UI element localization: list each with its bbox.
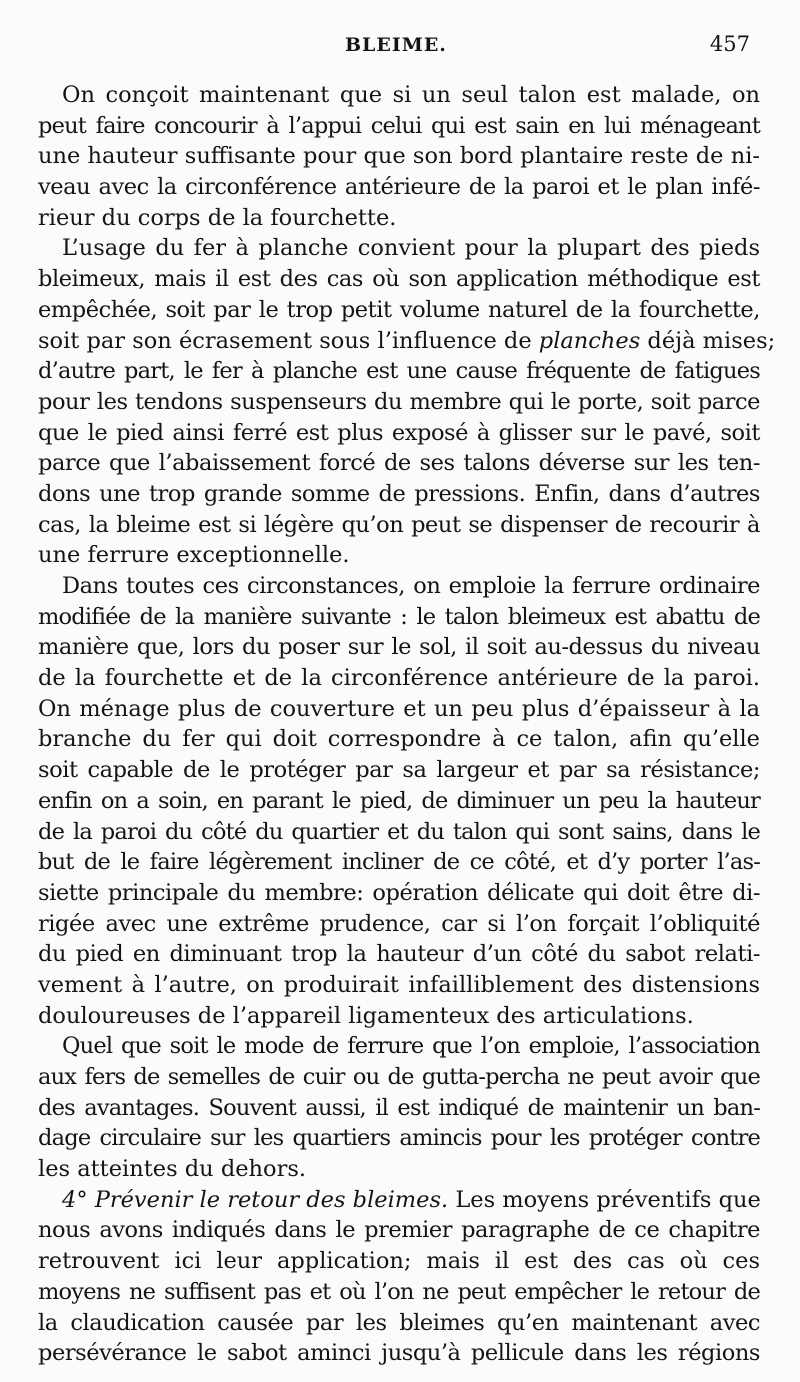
text-line: de la fourchette et de la circonférence antérieure de la paroi. <box>38 665 760 692</box>
text-line: persévérance le sabot aminci jusqu’à pellicule dans les régions <box>38 1340 760 1367</box>
text-line: vement à l’autre, on produirait infailliblement des distensions <box>38 971 760 998</box>
text-line: dage circulaire sur les quartiers amincis pour les protéger contre <box>38 1125 760 1152</box>
text-line: parce que l’abaissement forcé de ses talons déverse sur les ten- <box>38 450 760 477</box>
text-line: rigée avec une extrême prudence, car si l’on forçait l’obliquité <box>38 910 760 937</box>
text-line: Dans toutes ces circonstances, on emploie la ferrure ordinaire <box>62 573 760 599</box>
text-line-with-italic <box>38 326 776 357</box>
text-line: modifiée de la manière suivante : le talon bleimeux est abattu de <box>38 603 760 630</box>
text-segment: déjà mises; <box>647 327 776 354</box>
running-header <box>0 30 800 60</box>
text-line: bleimeux, mais il est des cas où son application méthodique est <box>38 266 760 293</box>
text-line: retrouvent ici leur application; mais il est des cas où ces <box>38 1248 760 1275</box>
text-line: dons une trop grande somme de pressions. Enfin, dans d’autres <box>38 480 760 507</box>
text-line: une ferrure exceptionnelle. <box>38 542 350 569</box>
text-line: enfin on a soin, en parant le pied, de diminuer un peu la hauteur <box>38 787 760 814</box>
text-line: siette principale du membre: opération délicate qui doit être di- <box>38 879 760 906</box>
text-line: soit capable de le protéger par sa largeur et par sa résistance; <box>38 757 760 784</box>
text-line: du pied en diminuant trop la hauteur d’un côté du sabot relati- <box>38 941 760 968</box>
text-line-with-italic <box>38 1185 760 1216</box>
section-heading-italic: 4° Prévenir le retour des bleimes. <box>62 1186 449 1213</box>
text-line: les atteintes du dehors. <box>38 1156 307 1183</box>
text-line: la claudication causée par les bleimes qu’en maintenant avec <box>38 1309 760 1336</box>
page-number: 457 <box>709 32 750 56</box>
text-line: rieur du corps de la fourchette. <box>38 204 397 231</box>
text-line: douloureuses de l’appareil ligamenteux des articulations. <box>38 1002 694 1029</box>
italic-term: planches <box>538 327 641 354</box>
text-line: cas, la bleime est si légère qu’on peut se dispenser de recourir à <box>38 511 760 538</box>
text-line: branche du fer qui doit correspondre à ce talon, afin qu’elle <box>38 726 760 753</box>
text-line: d’autre part, le fer à planche est une cause fréquente de fatigues <box>38 358 760 385</box>
text-line: L’usage du fer à planche convient pour la plupart des pieds <box>62 235 760 262</box>
text-line: On conçoit maintenant que si un seul talon est malade, on <box>62 82 760 108</box>
text-line: pour les tendons suspenseurs du membre qui le porte, soit parce <box>38 388 760 415</box>
text-line: aux fers de semelles de cuir ou de gutta-percha ne peut avoir que <box>38 1064 760 1090</box>
text-line: empêchée, soit par le trop petit volume naturel de la fourchette, <box>38 296 760 323</box>
text-line: nous avons indiqués dans le premier paragraphe de ce chapitre <box>38 1217 760 1244</box>
text-segment: Les moyens préventifs que <box>455 1186 761 1213</box>
text-line: On ménage plus de couverture et un peu plus d’épaisseur à la <box>38 695 760 722</box>
text-line: moyens ne suffisent pas et où l’on ne peut empêcher le retour de <box>38 1278 760 1305</box>
text-line: des avantages. Souvent aussi, il est indiqué de maintenir un ban- <box>38 1094 760 1121</box>
text-line: une hauteur suffisante pour que son bord plantaire reste de ni- <box>38 143 760 170</box>
text-line: que le pied ainsi ferré est plus exposé à glisser sur le pavé, soit <box>38 419 760 446</box>
text-line: de la paroi du côté du quartier et du talon qui sont sains, dans le <box>38 818 760 845</box>
text-line: manière que, lors du poser sur le sol, il soit au-dessus du niveau <box>38 634 760 661</box>
body-text <box>38 80 776 1369</box>
text-line: but de le faire légèrement incliner de ce côté, et d’y porter l’as- <box>38 849 760 876</box>
text-line: veau avec la circonférence antérieure de la paroi et le plan infé- <box>38 174 760 201</box>
text-segment: soit par son écrasement sous l’influence de <box>38 327 532 354</box>
running-title: BLEIME. <box>345 34 447 56</box>
text-line: Quel que soit le mode de ferrure que l’on emploie, l’association <box>62 1033 760 1060</box>
text-line: peut faire concourir à l’appui celui qui est sain en lui ménageant <box>38 112 760 139</box>
